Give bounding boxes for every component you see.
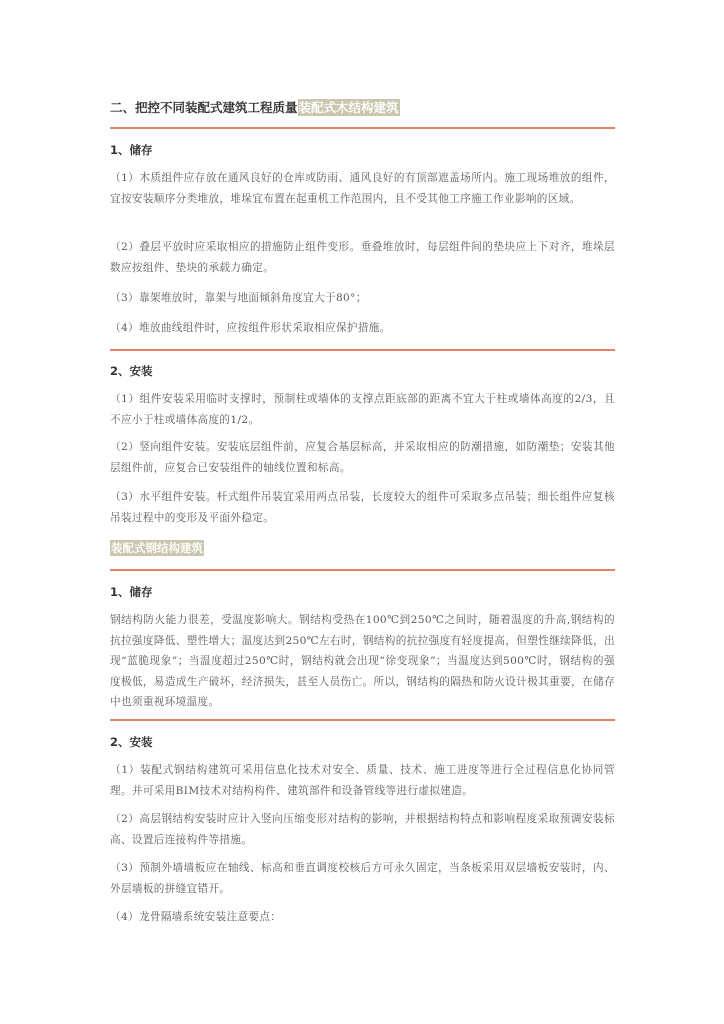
steel-heading-highlight: 装配式钢结构建筑 <box>111 541 203 555</box>
steel-install-para-3: （3）预制外墙墙板应在轴线、标高和垂直调度校核后方可永久固定，当条板采用双层墙板安装时，内、外层墙板的拼缝宜错开。 <box>110 862 615 895</box>
wood-storage-para-2: （2）叠层平放时应采取相应的措施防止组件变形。垂叠堆放时，每层组件间的垫块应上下对齐，堆垛层数应按组件、垫块的承载力确定。 <box>110 241 615 274</box>
steel-install-title: 2、安装 <box>110 735 153 749</box>
divider-rule <box>110 127 615 129</box>
wood-storage-title: 1、储存 <box>110 143 153 157</box>
wood-storage-para-4: （4）堆放曲线组件时，应按组件形状采取相应保护措施。 <box>110 322 391 334</box>
main-heading-prefix: 二、把控不同装配式建筑工程质量 <box>110 100 298 115</box>
wood-install-para-2: （2）竖向组件安装。安装底层组件前，应复合基层标高，并采取相应的防潮措施，如防潮垫；安装其他层组件前，应复合已安装组件的轴线位置和标高。 <box>110 441 615 474</box>
steel-storage-para-1: 钢结构防火能力很差，受温度影响大。钢结构受热在100℃到250℃之间时，随着温度的升高,钢结构的抗拉强度降低、塑性增大；温度达到250℃左右时，钢结构的抗拉强度有轻度提高，但塑性继续降低，出现“蓝脆现象”；当温度超过250℃时，钢结构就会出现“徐变现象”；当温度达到500℃时，钢结构的强度极低，易造成生产破坏，经济损失，甚至人员伤亡。所以，钢结构的隔热和防火设计极其重要，在储存中也须重视环境温度。 <box>110 614 615 708</box>
wood-install-title: 2、安装 <box>110 364 153 378</box>
steel-install-para-4: （4）龙骨隔墙系统安装注意要点： <box>110 911 282 923</box>
steel-install-para-1: （1）装配式钢结构建筑可采用信息化技术对安全、质量、技术、施工进度等进行全过程信息化协同管理。并可采用BIM技术对结构构件、建筑部件和设备管线等进行虚拟建造。 <box>110 764 615 797</box>
steel-storage-title: 1、储存 <box>110 585 153 599</box>
divider-rule <box>110 719 615 721</box>
main-heading-highlight: 装配式木结构建筑 <box>298 100 399 115</box>
steel-install-para-2: （2）高层钢结构安装时应计入竖向压缩变形对结构的影响，并根据结构特点和影响程度采取预调安装标高、设置后连接构件等措施。 <box>110 813 615 846</box>
main-heading <box>110 98 400 116</box>
wood-install-para-1: （1）组件安装采用临时支撑时，预制柱或墙体的支撑点距底部的距离不宜大于柱或墙体高度的2/3，且不应小于柱或墙体高度的1/2。 <box>110 393 615 426</box>
steel-heading <box>110 540 204 556</box>
divider-rule <box>110 569 615 571</box>
wood-storage-para-1: （1）木质组件应存放在通风良好的仓库或防雨、通风良好的有顶部遮盖场所内。施工现场堆放的组件，宜按安装顺序分类堆放，堆垛宜布置在起重机工作范围内，且不受其他工序施工作业影响的区域。 <box>110 172 615 205</box>
wood-install-para-3: （3）水平组件安装。杆式组件吊装宜采用两点吊装，长度较大的组件可采取多点吊装；细长组件应复核吊装过程中的变形及平面外稳定。 <box>110 491 615 524</box>
divider-rule <box>110 349 615 351</box>
wood-storage-para-3: （3）靠架堆放时，靠架与地面倾斜角度宜大于80°； <box>110 292 367 304</box>
